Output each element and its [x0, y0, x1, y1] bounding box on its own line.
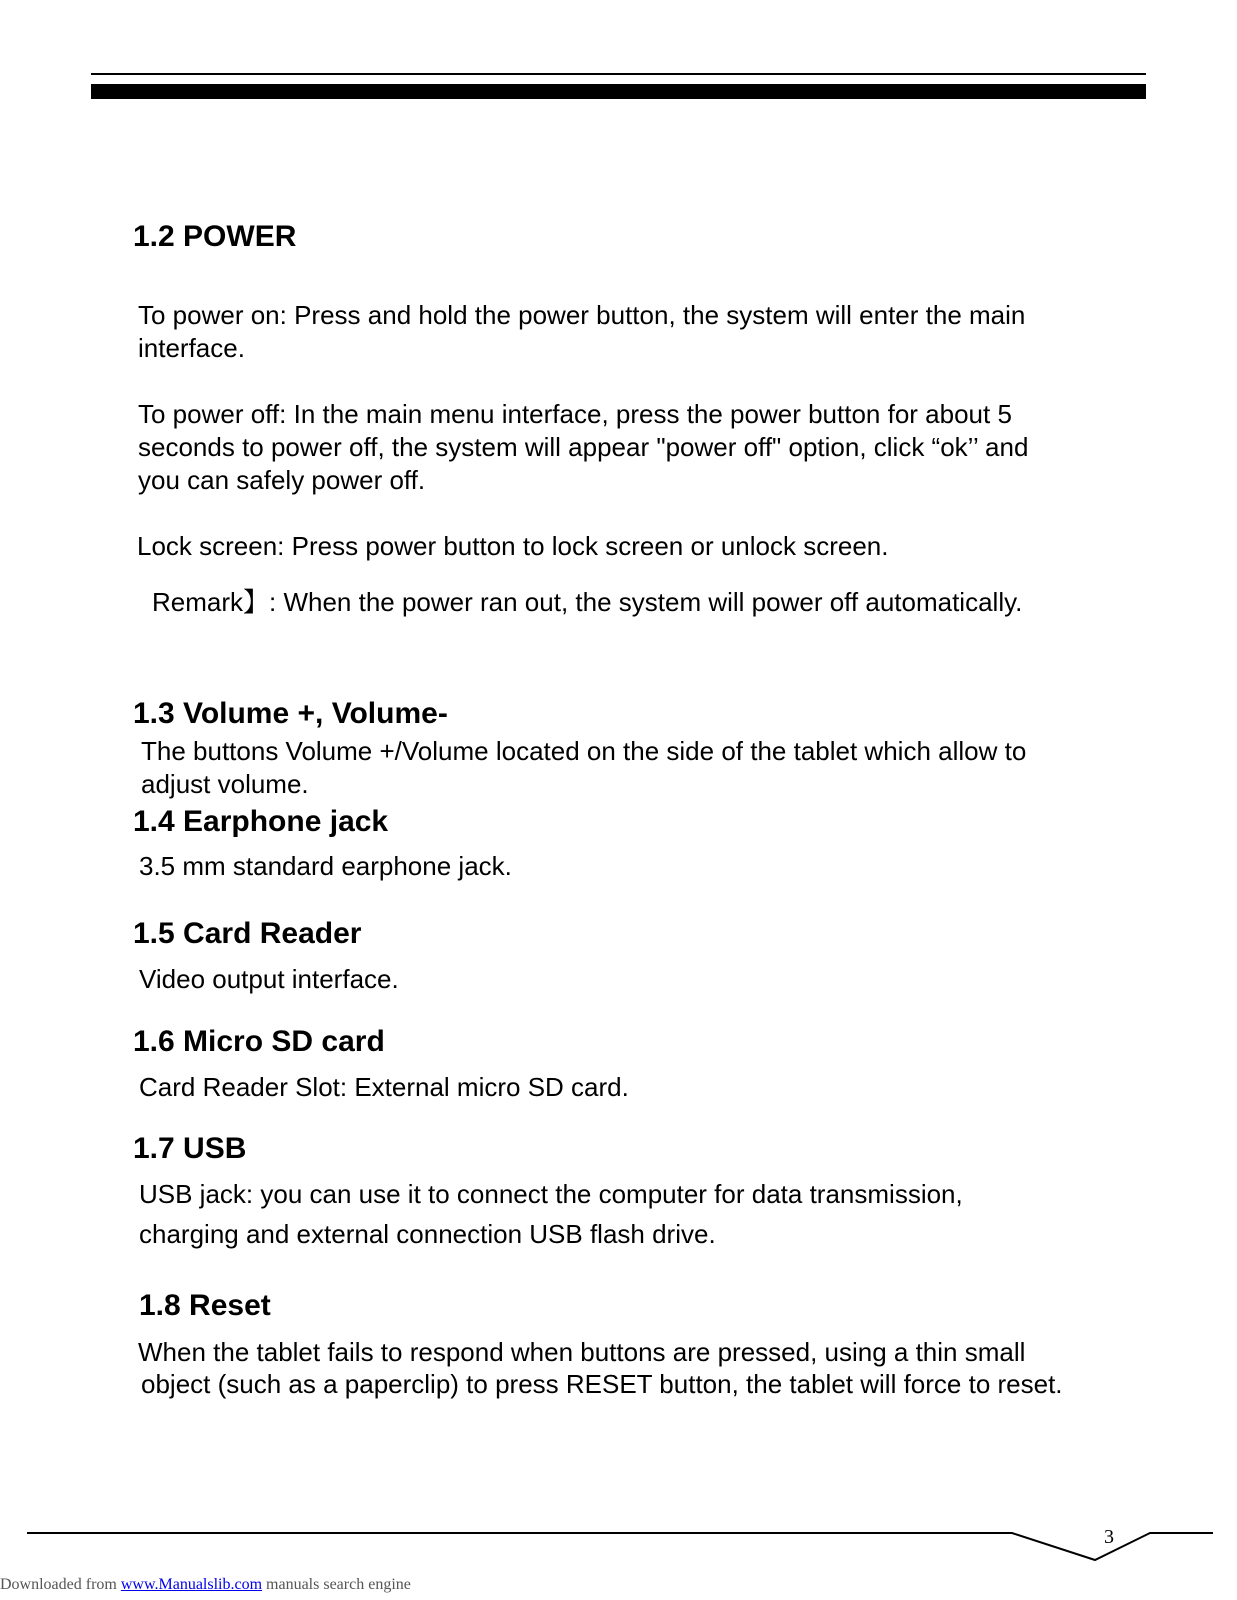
volume-line-1: The buttons Volume +/Volume located on the side of the tablet which allow to — [141, 736, 1027, 766]
section-heading-usb: 1.7 USB — [133, 1132, 247, 1165]
header-thin-rule — [91, 73, 1146, 75]
earphone-line: 3.5 mm standard earphone jack. — [139, 851, 512, 881]
power-on-line-2: interface. — [138, 333, 245, 363]
power-off-line-2: seconds to power off, the system will appear "power off" option, click “ok’’ and — [138, 432, 1029, 462]
download-note — [0, 1575, 411, 1595]
usb-line-2: charging and external connection USB flash drive. — [139, 1219, 716, 1249]
card-reader-line: Video output interface. — [139, 964, 399, 994]
download-suffix: manuals search engine — [262, 1576, 411, 1593]
footer-rule — [0, 1525, 1237, 1565]
section-heading-earphone: 1.4 Earphone jack — [133, 805, 389, 838]
volume-line-2: adjust volume. — [141, 769, 309, 799]
usb-line-1: USB jack: you can use it to connect the computer for data transmission, — [139, 1179, 963, 1209]
section-heading-micro-sd: 1.6 Micro SD card — [133, 1025, 385, 1058]
power-on-line-1: To power on: Press and hold the power button, the system will enter the main — [138, 300, 1026, 330]
section-heading-volume: 1.3 Volume +, Volume- — [133, 697, 448, 730]
micro-sd-line: Card Reader Slot: External micro SD card. — [139, 1072, 629, 1102]
header-thick-rule — [91, 84, 1146, 99]
page-number: 3 — [1104, 1526, 1114, 1548]
power-off-line-3: you can safely power off. — [138, 465, 426, 495]
reset-line-2: object (such as a paperclip) to press RESET button, the tablet will force to reset. — [141, 1369, 1063, 1399]
manualslib-link[interactable]: www.Manualslib.com — [120, 1576, 263, 1593]
section-heading-card-reader: 1.5 Card Reader — [133, 917, 362, 950]
reset-line-1: When the tablet fails to respond when buttons are pressed, using a thin small — [138, 1337, 1026, 1367]
lock-screen-line: Lock screen: Press power button to lock screen or unlock screen. — [137, 531, 889, 561]
remark-line: Remark】: When the power ran out, the system will power off automatically. — [152, 587, 1023, 617]
section-heading-reset: 1.8 Reset — [139, 1289, 271, 1322]
download-prefix: Downloaded from — [0, 1576, 121, 1593]
section-heading-power: 1.2 POWER — [133, 220, 297, 253]
power-off-line-1: To power off: In the main menu interface, press the power button for about 5 — [138, 399, 1012, 429]
